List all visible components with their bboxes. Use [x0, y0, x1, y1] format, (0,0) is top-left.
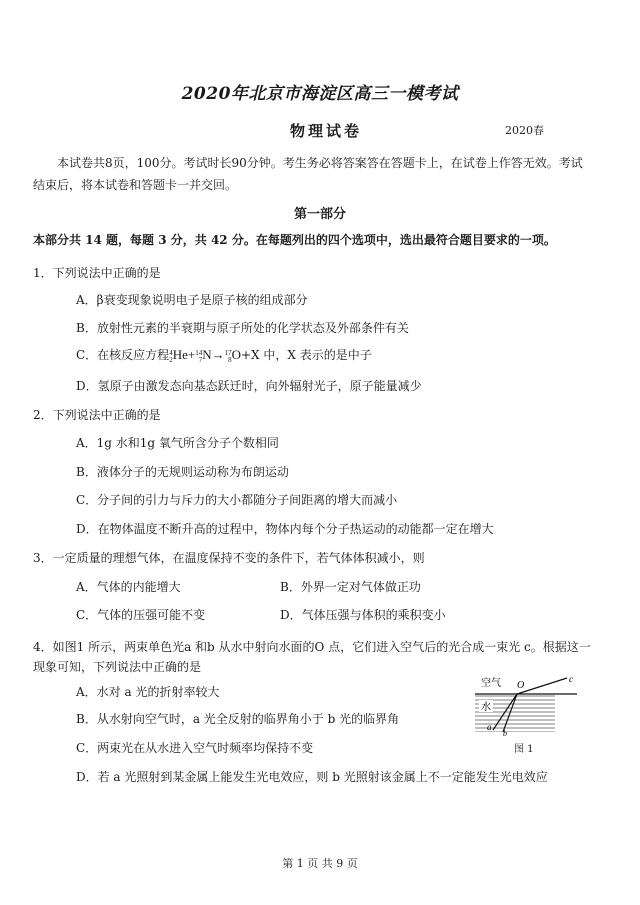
season-label: 2020春: [505, 124, 544, 137]
exam-instructions: 本试卷共8页，100分。考试时长90分钟。考生务必将答案答在答题卡上，在试卷上作答无效。考试结束后，将本试卷和答题卡一并交回。: [33, 156, 583, 192]
question-3-option-b: B．外界一定对气体做正功: [280, 580, 421, 594]
question-4-option-d: D．若 a 光照射到某金属上能发生光电效应，则 b 光照射该金属上不一定能发生光电效应: [76, 770, 548, 784]
air-label: 空气: [481, 678, 501, 689]
figure-1-diagram: [473, 674, 581, 742]
question-3-stem: 3．一定质量的理想气体，在温度保持不变的条件下，若气体体积减小，则: [33, 551, 425, 565]
atomic-number-he: 2: [169, 355, 173, 364]
question-4-option-a: A．水对 a 光的折射率较大: [76, 685, 220, 699]
atomic-number-o: 8: [228, 355, 232, 364]
question-1-option-b: B．放射性元素的半衰期与原子所处的化学状态及外部条件有关: [76, 321, 409, 335]
arrow-icon: →: [211, 347, 225, 363]
point-o-label: O: [517, 680, 525, 691]
symbol-he: He: [172, 347, 188, 363]
mass-number-he: 4: [169, 348, 173, 357]
refraction-diagram: [473, 674, 581, 738]
question-1-option-d: D．氢原子由激发态向基态跃迁时，向外辐射光子，原子能量减少: [76, 379, 422, 393]
question-4-option-b: B．从水射向空气时，a 光全反射的临界角小于 b 光的临界角: [76, 712, 400, 726]
question-3-option-c: C．气体的压强可能不变: [76, 608, 206, 622]
question-2-stem: 2．下列说法中正确的是: [33, 408, 161, 422]
question-4-stem: 4．如图1 所示，两束单色光a 和b 从水中射向水面的O 点，它们进入空气后的光合成一束光 c。根据这一现象可知，下列说法中正确的是: [33, 640, 591, 674]
ray-a-label: a: [487, 722, 492, 732]
water-label: 水: [481, 702, 491, 713]
option-c-suffix: +X 中，X 表示的是中子: [240, 348, 372, 362]
symbol-n: N: [202, 347, 212, 363]
question-2-option-c: C．分子间的引力与斥力的大小都随分子间距离的增大而减小: [76, 493, 398, 507]
question-3-option-a: A．气体的内能增大: [76, 580, 181, 594]
question-2-option-d: D．在物体温度不断升高的过程中，物体内每个分子热运动的动能都一定在增大: [76, 522, 494, 536]
mass-number-n: 14: [195, 348, 203, 357]
mass-number-o: 17: [224, 348, 232, 357]
question-4-option-c: C．两束光在从水进入空气时频率均保持不变: [76, 741, 314, 755]
ray-c: [517, 678, 567, 694]
exam-title: 2020年北京市海淀区高三一模考试: [181, 84, 459, 104]
section-rules: 本部分共 14 题，每题 3 分，共 42 分。在每题列出的四个选项中，选出最符合题目要求的一项。: [33, 233, 556, 247]
subject-title: 物理试卷: [290, 122, 363, 140]
question-1-option-c: [76, 346, 372, 364]
atomic-number-n: 7: [198, 355, 203, 364]
ray-b-label: b: [503, 729, 507, 738]
figure-1-caption: 图 1: [514, 744, 534, 755]
nuclear-equation: 4 2 He+ 14 7 N→ 17 8 O: [169, 347, 241, 364]
question-1-option-a: A．β衰变现象说明电子是原子核的组成部分: [76, 293, 308, 307]
section-title: 第一部分: [293, 207, 346, 222]
page-footer: 第 1 页 共 9 页: [282, 857, 358, 870]
question-2-option-a: A．1g 水和1g 氧气所含分子个数相同: [76, 436, 279, 450]
question-3-option-d: D．气体压强与体积的乘积变小: [280, 608, 446, 622]
question-1-stem: 1．下列说法中正确的是: [33, 266, 161, 280]
question-2-option-b: B．液体分子的无规则运动称为布朗运动: [76, 465, 289, 479]
symbol-o: O: [231, 347, 241, 363]
option-c-prefix: C．在核反应方程: [76, 348, 170, 362]
ray-c-label: c: [569, 674, 573, 684]
